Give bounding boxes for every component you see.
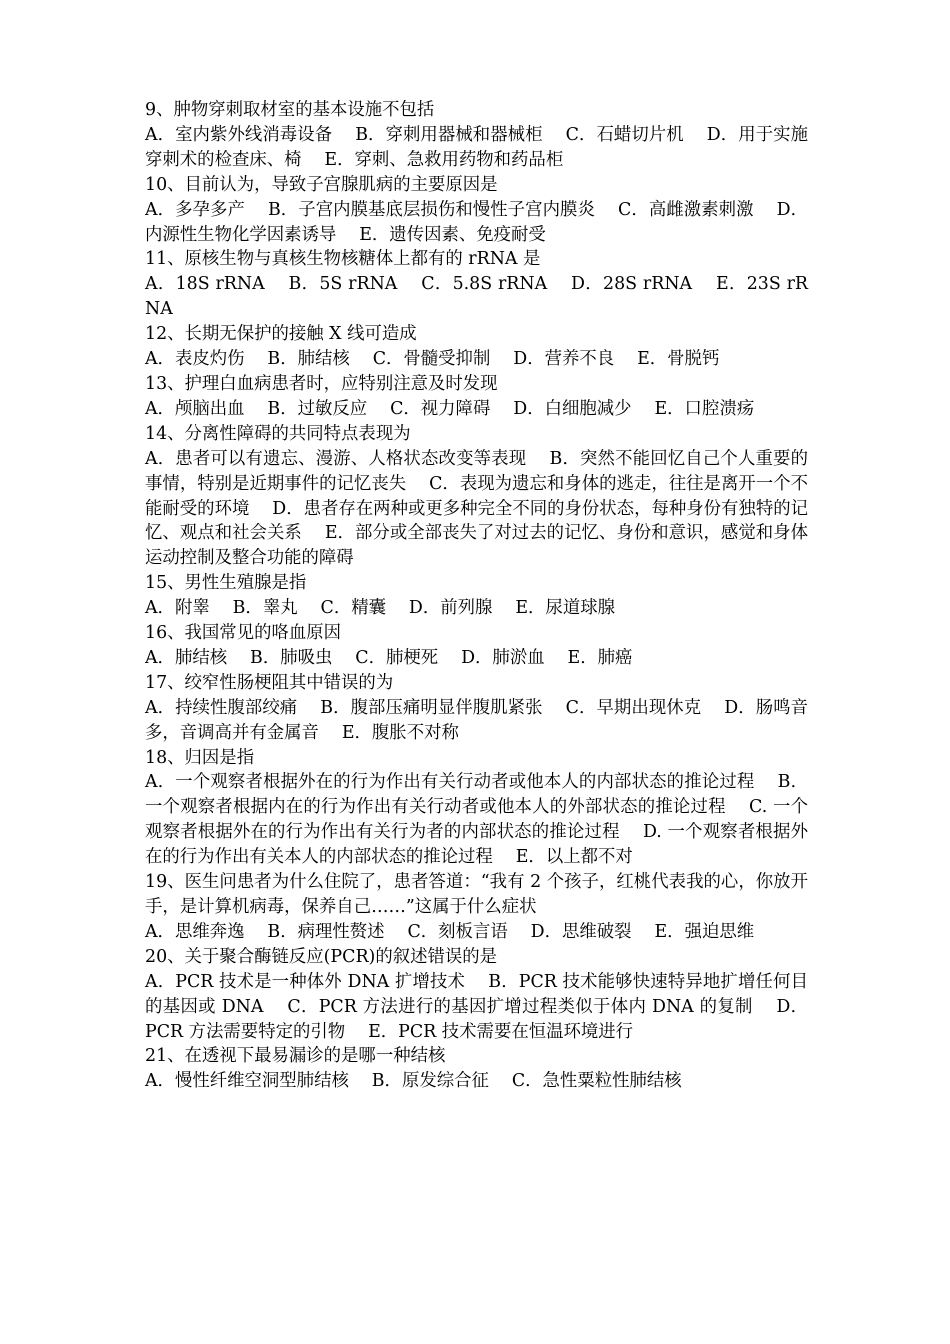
question-stem: 12、长期无保护的接触 X 线可造成 <box>145 324 417 345</box>
question-options: A．室内紫外线消毒设备 B．穿刺用器械和器械柜 C．石蜡切片机 D．用于实施穿刺术的检查床、椅 E．穿刺、急救用药物和药品柜 <box>145 124 808 170</box>
question-20 <box>145 945 808 1045</box>
question-10 <box>145 173 808 248</box>
document-page <box>145 98 808 1094</box>
question-11 <box>145 247 808 322</box>
question-17 <box>145 671 808 746</box>
question-options: A．PCR 技术是一种体外 DNA 扩增技术 B．PCR 技术能够快速特异地扩增任何目的基因或 DNA C．PCR 方法进行的基因扩增过程类似于体内 DNA 的复制 D．PCR 方法需要特定的引物 E．PCR 技术需要在恒温环境进行 <box>145 971 808 1042</box>
question-stem: 15、男性生殖腺是指 <box>145 573 307 594</box>
question-stem: 14、分离性障碍的共同特点表现为 <box>145 423 411 444</box>
question-options: A．表皮灼伤 B．肺结核 C．骨髓受抑制 D．营养不良 E．骨脱钙 <box>145 349 720 370</box>
question-options: A．颅脑出血 B．过敏反应 C．视力障碍 D．白细胞减少 E．口腔溃疡 <box>145 398 755 419</box>
question-stem: 9、肿物穿刺取材室的基本设施不包括 <box>145 100 435 120</box>
question-options: A．肺结核 B．肺吸虫 C．肺梗死 D．肺淤血 E．肺癌 <box>145 647 633 668</box>
question-18 <box>145 746 808 871</box>
question-9 <box>145 98 808 173</box>
question-options: A．思维奔逸 B．病理性赘述 C．刻板言语 D．思维破裂 E．强迫思维 <box>145 921 755 942</box>
question-13 <box>145 372 808 422</box>
question-14 <box>145 422 808 571</box>
question-21 <box>145 1044 808 1094</box>
question-options: A．附睾 B．睾丸 C．精囊 D．前列腺 E．尿道球腺 <box>145 598 615 619</box>
question-16 <box>145 621 808 671</box>
question-stem: 16、我国常见的咯血原因 <box>145 623 342 644</box>
question-options: A．18S rRNA B．5S rRNA C．5.8S rRNA D．28S rRNA E．23S rRNA <box>145 274 808 320</box>
question-options: A．慢性纤维空洞型肺结核 B．原发综合征 C．急性粟粒性肺结核 <box>145 1071 682 1092</box>
question-stem: 11、原核生物与真核生物核糖体上都有的 rRNA 是 <box>145 249 541 270</box>
question-stem: 17、绞窄性肠梗阻其中错误的为 <box>145 672 394 693</box>
question-stem: 20、关于聚合酶链反应(PCR)的叙述错误的是 <box>145 946 498 967</box>
question-stem: 19、医生问患者为什么住院了，患者答道：“我有 2 个孩子，红桃代表我的心，你放开手，是计算机病毒，保养自己……”这属于什么症状 <box>145 872 808 917</box>
question-options: A．一个观察者根据外在的行为作出有关行动者或他本人的内部状态的推论过程 B．一个观察者根据内在的行为作出有关行动者或他本人的外部状态的推论过程 C. 一个观察者根据外在的行为作出有关行为者的内部状态的推论过程 D. 一个观察者根据外在的行为作出有关本人的内部状态的推论过程 E．以上都不对 <box>145 772 808 868</box>
question-12 <box>145 322 808 372</box>
question-stem: 21、在透视下最易漏诊的是哪一种结核 <box>145 1046 446 1067</box>
question-19 <box>145 870 808 945</box>
question-stem: 10、目前认为，导致子宫腺肌病的主要原因是 <box>145 174 498 195</box>
question-options: A．患者可以有遗忘、漫游、人格状态改变等表现 B．突然不能回忆自己个人重要的事情，特别是近期事件的记忆丧失 C．表现为遗忘和身体的逃走，往往是离开一个不能耐受的环境 D．患者存在两种或更多种完全不同的身份状态，每种身份有独特的记忆、观点和社会关系 E．部分或全部丧失了对过去的记忆、身份和意识，感觉和身体运动控制及整合功能的障碍 <box>145 448 808 569</box>
question-stem: 13、护理白血病患者时，应特别注意及时发现 <box>145 373 498 394</box>
question-options: A．多孕多产 B．子宫内膜基底层损伤和慢性子宫内膜炎 C．高雌激素刺激 D．内源性生物化学因素诱导 E．遗传因素、免疫耐受 <box>145 199 808 245</box>
question-options: A．持续性腹部绞痛 B．腹部压痛明显伴腹肌紧张 C．早期出现休克 D．肠鸣音多，音调高并有金属音 E．腹胀不对称 <box>145 697 808 743</box>
question-stem: 18、归因是指 <box>145 747 255 768</box>
question-15 <box>145 571 808 621</box>
